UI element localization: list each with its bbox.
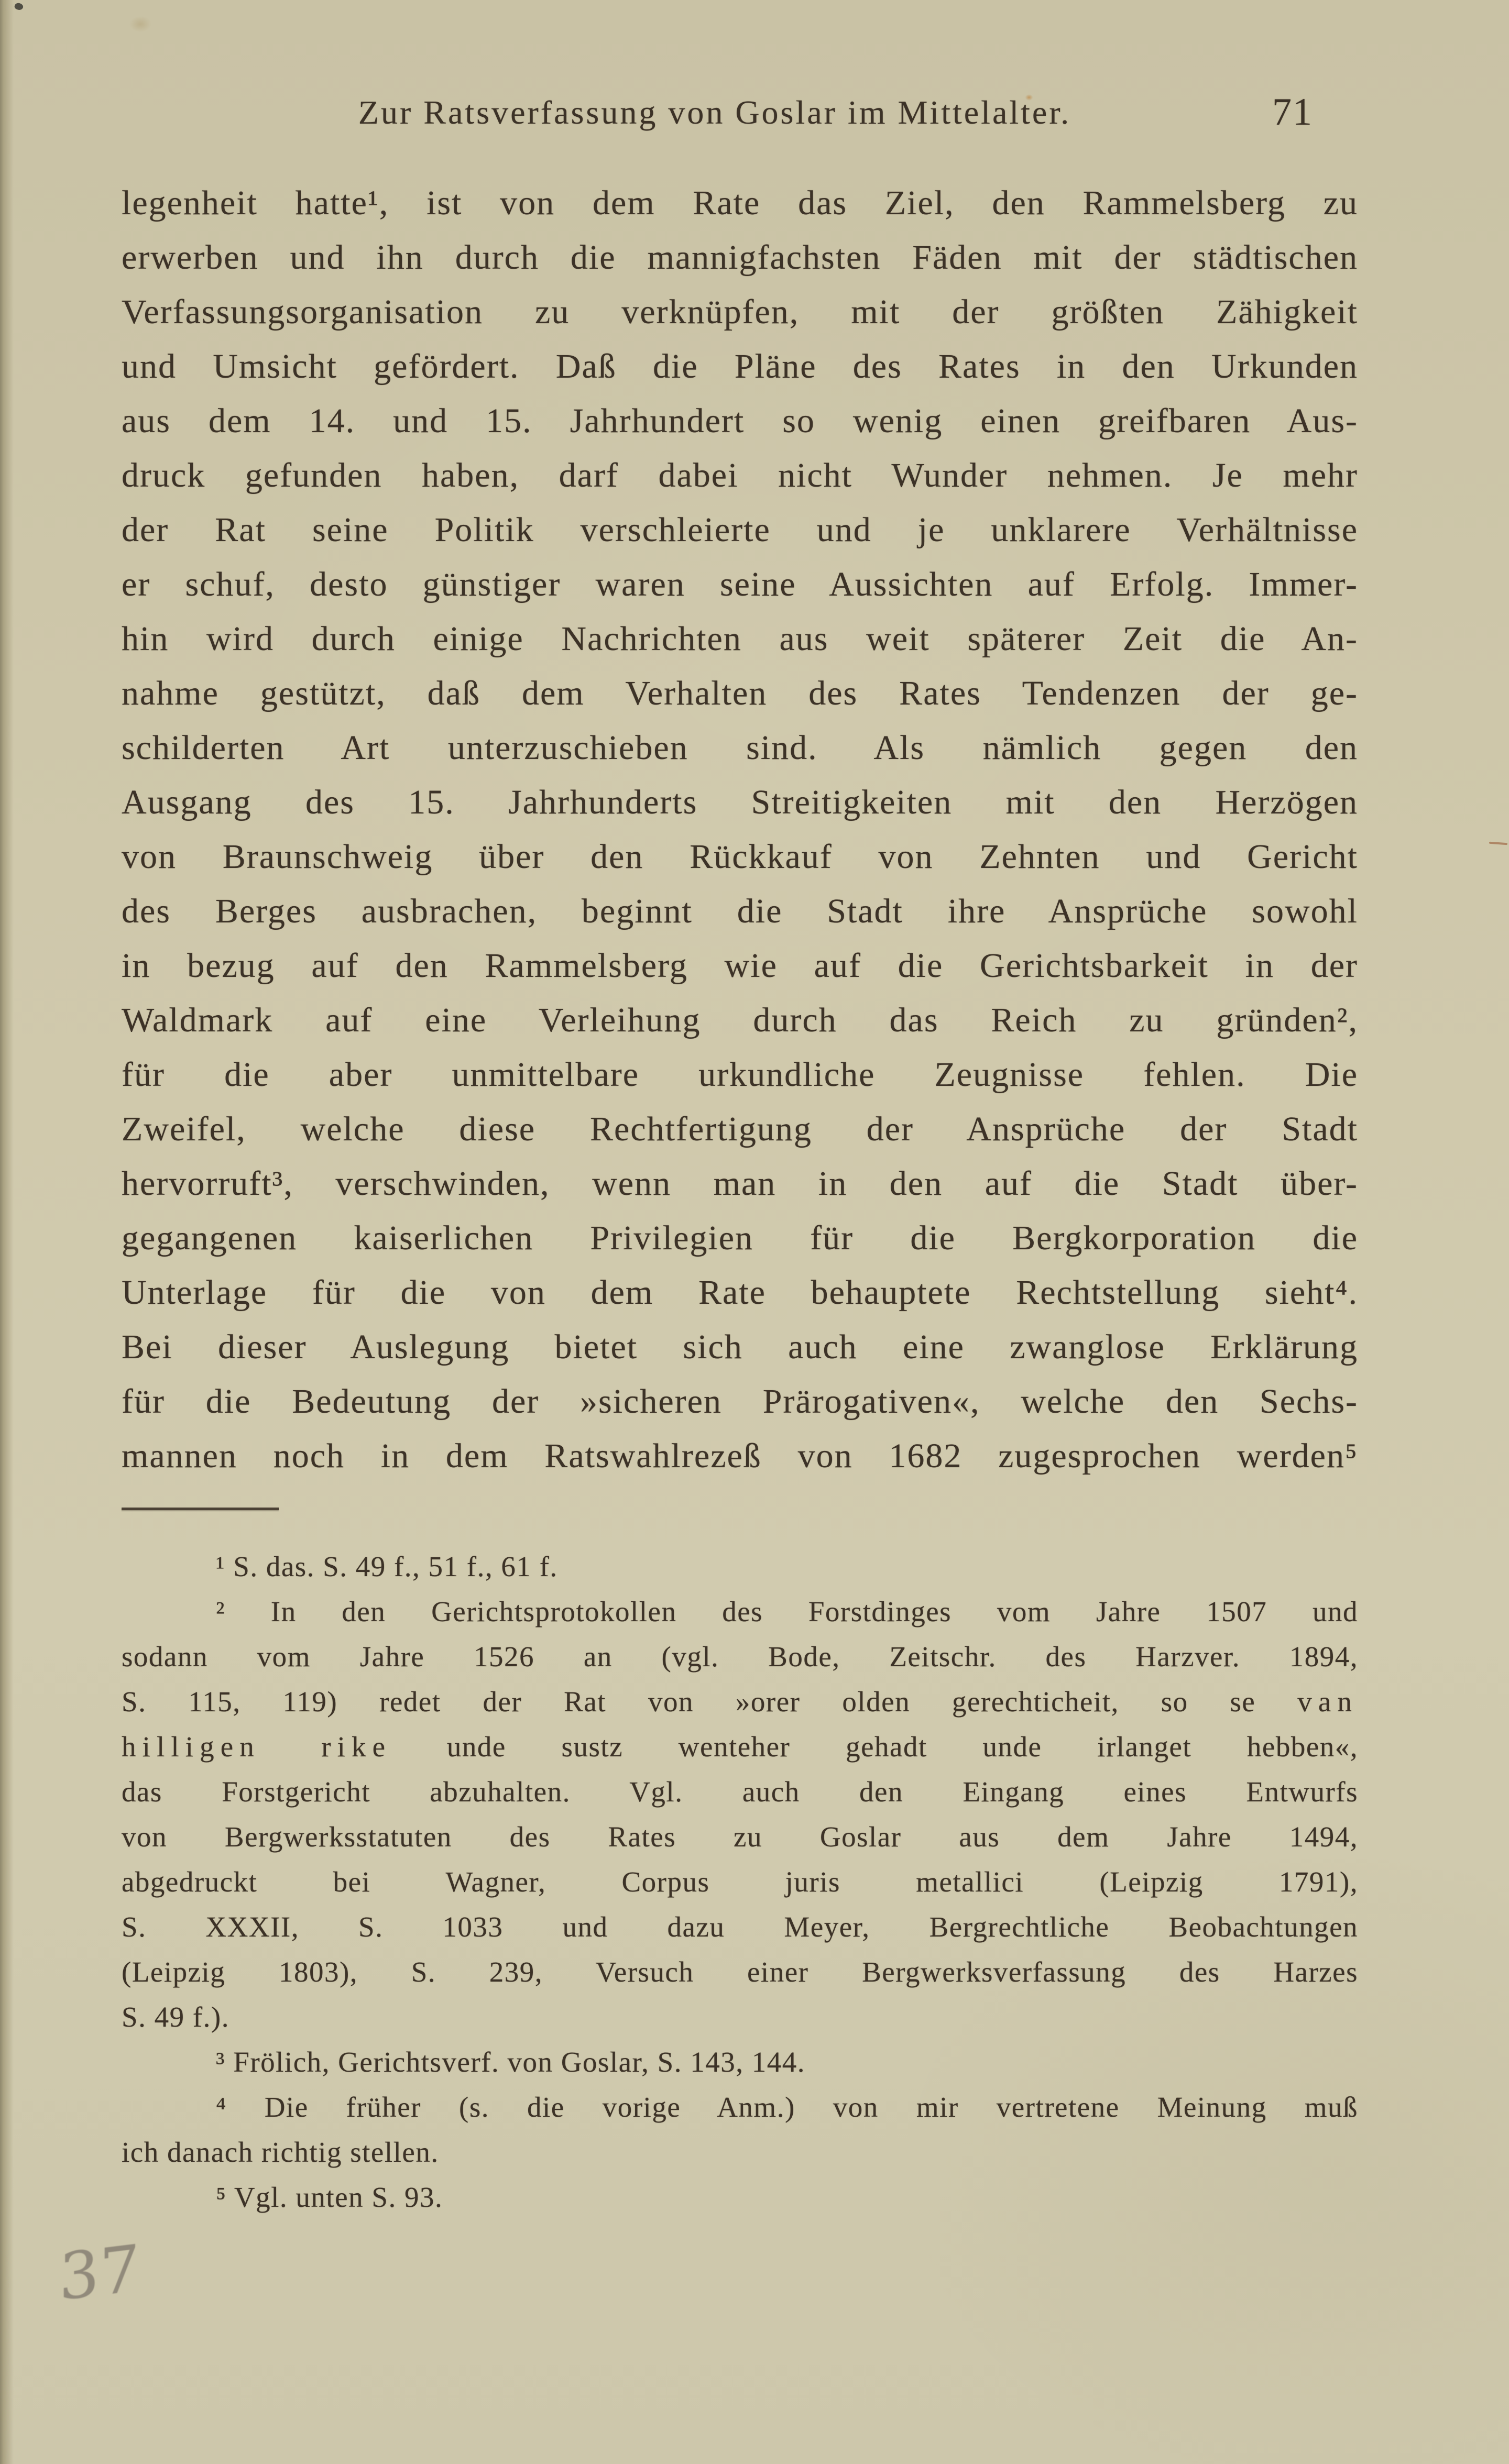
footnote-line: ⁵ Vgl. unten S. 93. [216, 2181, 443, 2213]
body-line: in bezug auf den Rammelsberg wie auf die Gerichtsbarkeit in der [122, 947, 1358, 985]
footnotes [122, 1544, 1358, 2220]
body-line: schilderten Art unterzuschieben sind. Als nämlich gegen den [122, 729, 1358, 767]
footnote-line: abgedruckt bei Wagner, Corpus juris metallici (Leipzig 1791), [122, 1866, 1358, 1898]
handwritten-pencil-number: 37 [59, 2230, 140, 2315]
body-line: Waldmark auf eine Verleihung durch das Reich zu gründen², [122, 1001, 1358, 1039]
footnote-line: ³ Frölich, Gerichtsverf. von Goslar, S. 143, 144. [216, 2046, 805, 2078]
footnote-text-spaced: van [1297, 1686, 1358, 1718]
body-line: der Rat seine Politik verschleierte und je unklarere Verhältnisse [122, 511, 1358, 549]
body-line: und Umsicht gefördert. Daß die Pläne des Rates in den Urkunden [122, 347, 1358, 386]
body-line: von Braunschweig über den Rückkauf von Zehnten und Gericht [122, 838, 1358, 876]
footnote-line [122, 1724, 1358, 1769]
body-line: für die aber unmittelbare urkundliche Zeugnisse fehlen. Die [122, 1055, 1358, 1094]
footnote-line: ² In den Gerichtsprotokollen des Forstdinges vom Jahre 1507 und [216, 1596, 1358, 1627]
body-line: mannen noch in dem Ratswahlrezeß von 1682 zugesprochen werden⁵ [122, 1437, 1358, 1475]
body-line: erwerben und ihn durch die mannigfachsten Fäden mit der städtischen [122, 238, 1358, 277]
body-line: für die Bedeutung der »sicheren Prärogativen«, welche den Sechs- [122, 1382, 1358, 1421]
footnote-text-spaced: hilligen rike [122, 1731, 392, 1763]
body-line: Verfassungsorganisation zu verknüpfen, mit der größten Zähigkeit [122, 293, 1358, 331]
footnote-text: unde sustz wenteher gehadt unde irlanget hebben«, [391, 1731, 1358, 1763]
footnote-line: sodann vom Jahre 1526 an (vgl. Bode, Zeitschr. des Harzver. 1894, [122, 1641, 1358, 1673]
footnote-text: S. 115, 119) redet der Rat von »orer olden gerechticheit, so se [122, 1686, 1298, 1718]
body-line: hervorruft³, verschwinden, wenn man in den auf die Stadt über- [122, 1164, 1358, 1203]
body-line: legenheit hatte¹, ist von dem Rate das Ziel, den Rammelsberg zu [122, 184, 1358, 222]
body-line: aus dem 14. und 15. Jahrhundert so wenig einen greifbaren Aus- [122, 402, 1358, 440]
body-line: nahme gestützt, daß dem Verhalten des Rates Tendenzen der ge- [122, 674, 1358, 712]
footnote-line: S. 49 f.). [122, 2001, 229, 2033]
footnote-line [122, 1679, 1358, 1724]
footnote-line: ich danach richtig stellen. [122, 2136, 439, 2168]
body-line: er schuf, desto günstiger waren seine Aussichten auf Erfolg. Immer- [122, 565, 1358, 603]
body-text [122, 176, 1358, 1483]
body-line: Unterlage für die von dem Rate behauptete Rechtstellung sieht⁴. [122, 1273, 1358, 1312]
body-line: Bei dieser Auslegung bietet sich auch eine zwanglose Erklärung [122, 1328, 1358, 1366]
footnote-line: ¹ S. das. S. 49 f., 51 f., 61 f. [216, 1550, 558, 1582]
body-line: druck gefunden haben, darf dabei nicht Wunder nehmen. Je mehr [122, 456, 1358, 494]
paper-fiber-mark [1489, 842, 1507, 845]
running-title: Zur Ratsverfassung von Goslar im Mittelalter. [358, 94, 1071, 131]
footnote-line: (Leipzig 1803), S. 239, Versuch einer Bergwerksverfassung des Harzes [122, 1956, 1358, 1988]
page-number: 71 [1272, 91, 1313, 134]
footnote-line: S. XXXII, S. 1033 und dazu Meyer, Bergrechtliche Beobachtungen [122, 1911, 1358, 1943]
footnote-separator [122, 1508, 279, 1510]
scan-speck [14, 2, 24, 12]
body-line: des Berges ausbrachen, beginnt die Stadt ihre Ansprüche sowohl [122, 892, 1358, 930]
page-header [122, 93, 1358, 144]
body-line: Ausgang des 15. Jahrhunderts Streitigkeiten mit den Herzögen [122, 783, 1358, 821]
footnote-line: von Bergwerksstatuten des Rates zu Goslar aus dem Jahre 1494, [122, 1821, 1358, 1853]
body-line: Zweifel, welche diese Rechtfertigung der Ansprüche der Stadt [122, 1110, 1358, 1148]
body-line: gegangenen kaiserlichen Privilegien für die Bergkorporation die [122, 1219, 1358, 1257]
body-line: hin wird durch einige Nachrichten aus weit späterer Zeit die An- [122, 620, 1358, 658]
footnote-line: das Forstgericht abzuhalten. Vgl. auch den Eingang eines Entwurfs [122, 1776, 1358, 1808]
footnote-line: ⁴ Die früher (s. die vorige Anm.) von mir vertretene Meinung muß [216, 2091, 1358, 2123]
